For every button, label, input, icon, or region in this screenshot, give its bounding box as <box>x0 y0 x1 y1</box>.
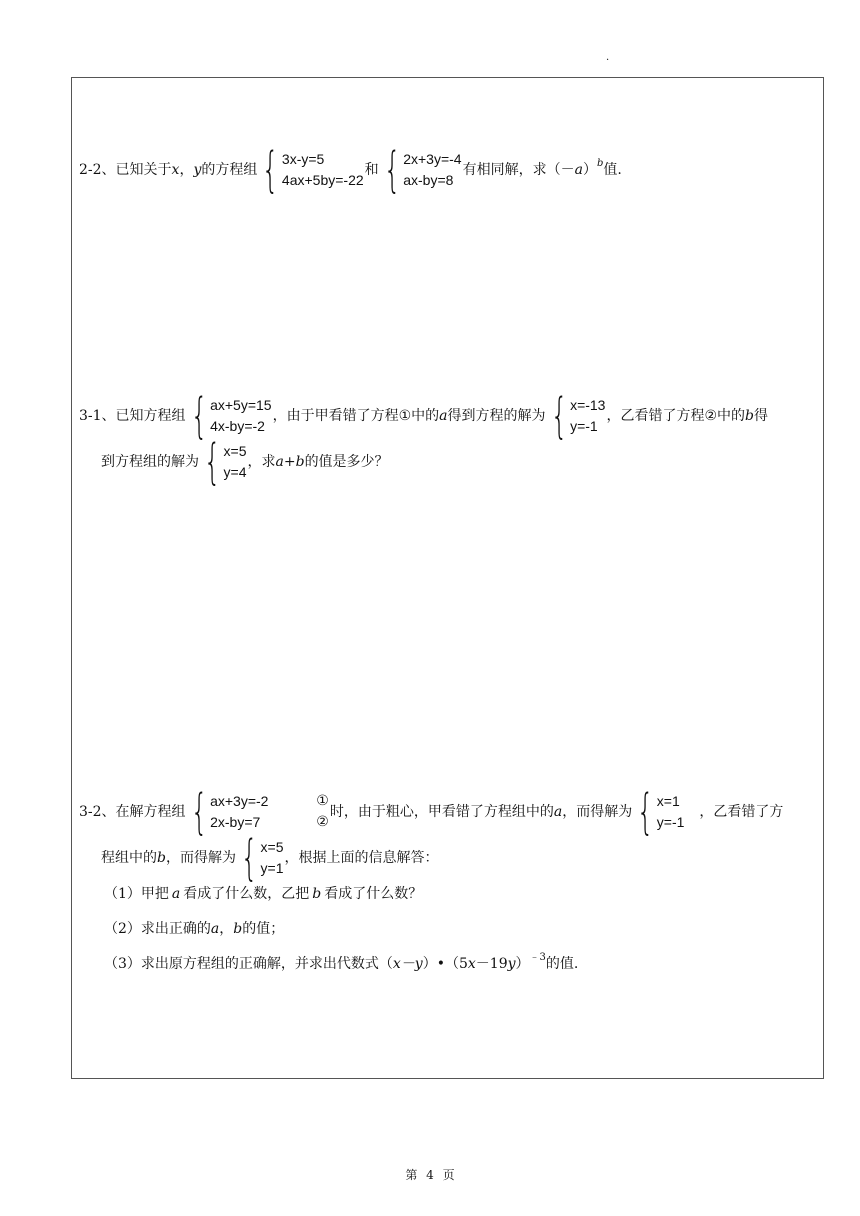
question-1: （1）甲把 a 看成了什么数，乙把 b 看成了什么数？ <box>104 886 423 902</box>
brace-icon: { <box>637 784 654 840</box>
brace-icon: { <box>240 830 258 886</box>
equation-system: { ax+3y=-2 ① 2x-by=7 ② <box>190 784 329 840</box>
brace-icon: { <box>262 142 280 198</box>
solution-system: { x=1 y=-1 <box>637 784 685 840</box>
page-number: 第 4 页 <box>405 1168 455 1182</box>
brace-icon: { <box>190 784 208 840</box>
equation-system: { 3x-y=5 4ax+5by=-22 <box>262 142 364 198</box>
equation-system: { ax+5y=15 4x-by=-2 <box>190 388 272 444</box>
problem-3-2: 3-2、在解方程组 { ax+3y=-2 ① 2x-by=7 ② 时，由于粗心，甲看错了方程组中的 a ，而得解为 { x=1 y=-1 ，乙看错了方 <box>79 784 784 840</box>
brace-icon: { <box>190 388 208 444</box>
brace-icon: { <box>203 434 221 490</box>
question-3: （3）求出原方程组的正确解，并求出代数式（ x－y ）•（5 x －19 y ） $^{﹣3}$ 的值. <box>104 952 579 972</box>
solution-system: { x=5 y=1 <box>240 830 284 886</box>
equation-system: { 2x+3y=-4 ax-by=8 <box>383 142 462 198</box>
problem-2-2: 2-2、已知关于 x ， y 的方程组 { 3x-y=5 4ax+5by=-22 和 { 2x+3y=-4 ax-by=8 有相同解，求（－ a ） $^b$ 值. <box>79 142 622 198</box>
brace-icon: { <box>550 388 568 444</box>
problem-3-1: 3-1、已知方程组 { ax+5y=15 4x-by=-2 ，由于甲看错了方程 ① 中的 a 得到方程的解为 { x=-13 y=-1 ，乙看错了方程 ② 中的 b 得 <box>79 388 769 444</box>
problem-3-2-line2: 程组中的 b ，而得解为 { x=5 y=1 ，根据上面的信息解答： <box>101 830 439 886</box>
question-2: （2）求出正确的 a ， b 的值； <box>104 921 285 937</box>
brace-icon: { <box>383 142 401 198</box>
problem-3-1-line2: 到方程组的解为 { x=5 y=4 ，求 a+b 的值是多少？ <box>101 434 389 490</box>
solution-system: { x=-13 y=-1 <box>550 388 606 444</box>
solution-system: { x=5 y=4 <box>203 434 247 490</box>
header-dot: . <box>606 52 610 63</box>
